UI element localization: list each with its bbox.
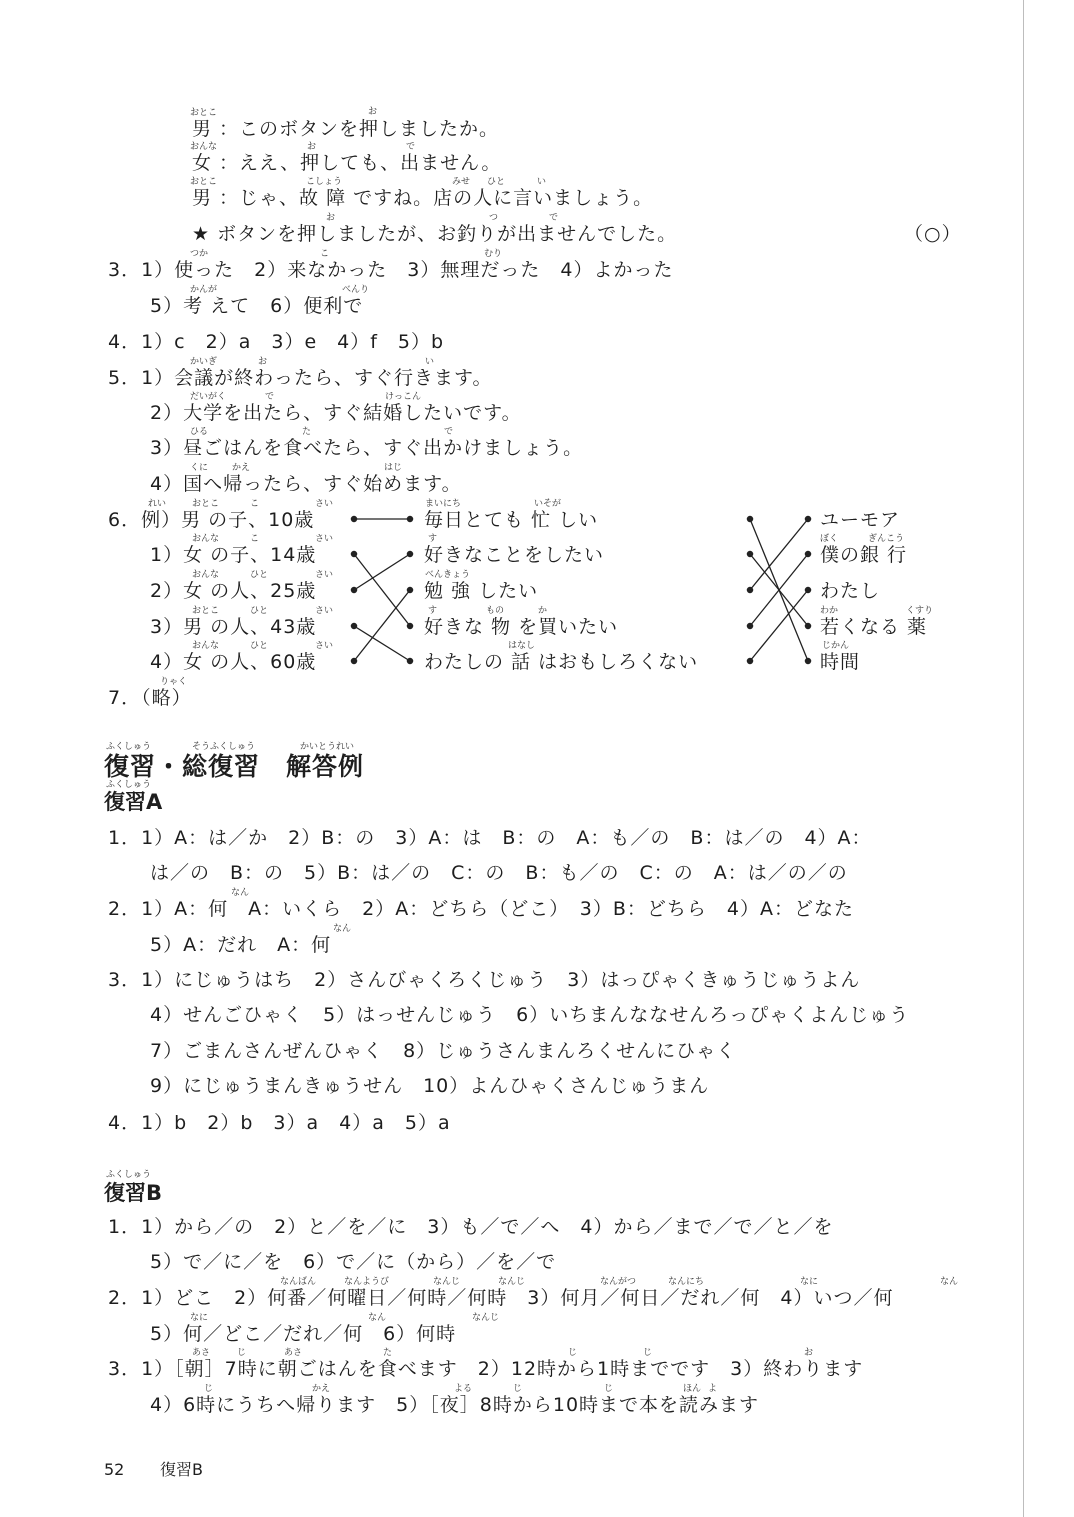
- circle-mark: （○）: [904, 223, 962, 245]
- review-a-line: 3．1）にじゅうはち 2）さんびゃくろくじゅう 3）はっぴゃくきゅうじゅうよん: [108, 969, 861, 991]
- match-middle-item: わたしの 話 はおもしろくない: [424, 651, 699, 673]
- ruby: お: [368, 107, 378, 117]
- ruby: おとこ: [192, 606, 220, 616]
- match-line: [354, 590, 410, 661]
- ruby: なに: [190, 1313, 209, 1323]
- dialogue-line: 男 ：じゃ、故 障 ですね。店の人に言いましょう。: [192, 187, 654, 209]
- ruby: おんな: [192, 641, 220, 651]
- match-right-item: 若くなる 薬: [820, 616, 928, 638]
- ruby: みせ: [452, 177, 471, 187]
- ruby: こ: [250, 499, 260, 509]
- ruby: ひと: [487, 177, 506, 187]
- ruby: だいがく: [190, 392, 227, 402]
- ruby: あさ: [192, 1348, 211, 1358]
- review-b-line: 5）で／に／を 6）で／に（から）／を／で: [150, 1251, 557, 1273]
- ruby: ひと: [250, 641, 269, 651]
- match-line: [750, 590, 808, 661]
- ruby: じ: [237, 1348, 247, 1358]
- ruby: つ: [489, 213, 499, 223]
- review-a-line: 4．1）b 2）b 3）a 4）a 5）a: [108, 1112, 451, 1134]
- answer-5-line: 4）国へ帰ったら、すぐ始めます。: [150, 473, 462, 495]
- ruby: れい: [148, 499, 167, 509]
- ruby: で: [265, 392, 275, 402]
- ruby: なんじ: [433, 1277, 461, 1287]
- match-right-item: 時間: [820, 651, 861, 673]
- ruby: こ: [250, 534, 260, 544]
- ruby: くすり: [906, 606, 934, 616]
- ruby: お: [804, 1348, 814, 1358]
- review-b-line: 4）6時にうちへ帰ります 5）［夜］8時から10時まで本を読みます: [150, 1394, 760, 1416]
- match-left-item: 2）女 の人、25歳: [150, 580, 317, 602]
- ruby: ほん: [683, 1384, 702, 1394]
- ruby: た: [383, 1348, 393, 1358]
- ruby: なんがつ: [600, 1277, 637, 1287]
- ruby: じ: [604, 1384, 614, 1394]
- ruby: もの: [486, 606, 505, 616]
- match-line: [354, 626, 410, 661]
- answer-5-line: 2）大学を出たら、すぐ結婚したいです。: [150, 402, 522, 424]
- match-line: [354, 554, 410, 626]
- ruby: で: [444, 427, 454, 437]
- ruby: で: [406, 142, 416, 152]
- ruby: か: [538, 606, 548, 616]
- review-b-line: 1．1）から／の 2）と／を／に 3）も／で／へ 4）から／まで／で／と／を: [108, 1216, 834, 1238]
- ruby: なに: [800, 1277, 819, 1287]
- dialogue-line: 男 ：このボタンを押しましたか。: [192, 118, 500, 140]
- ruby: わか: [820, 606, 839, 616]
- ruby: ふくしゅう: [106, 742, 152, 752]
- match-right-item: ユーモア: [820, 509, 901, 531]
- answer-3-line: 3．1）使った 2）来なかった 3）無理だった 4）よかった: [108, 259, 674, 281]
- ruby: りゃく: [160, 677, 188, 687]
- ruby: なん: [231, 888, 250, 898]
- match-left-item: 4）女 の人、60歳: [150, 651, 317, 673]
- review-a-line: 9）にじゅうまんきゅうせん 10）よんひゃくさんじゅうまん: [150, 1075, 710, 1097]
- match-left-item: 3）男 の人、43歳: [150, 616, 317, 638]
- ruby: かえ: [232, 463, 251, 473]
- review-a-line: 4）せんごひゃく 5）はっせんじゅう 6）いちまんななせんろっぴゃくよんじゅう: [150, 1004, 910, 1026]
- ruby: はじ: [384, 463, 403, 473]
- ruby: よ: [708, 1384, 718, 1394]
- ruby: いそが: [534, 499, 562, 509]
- ruby: おとこ: [192, 499, 220, 509]
- ruby: かえ: [312, 1384, 331, 1394]
- ruby: ひる: [190, 427, 209, 437]
- ruby: ひと: [250, 606, 269, 616]
- ruby: なん: [333, 924, 352, 934]
- ruby: なん: [940, 1277, 959, 1287]
- ruby: おとこ: [190, 108, 218, 118]
- ruby: なんじ: [498, 1277, 526, 1287]
- review-b-line: 3．1）［朝］7時に朝ごはんを食べます 2）12時から1時までです 3）終わります: [108, 1358, 864, 1380]
- ruby: お: [307, 142, 317, 152]
- ruby: さい: [315, 534, 334, 544]
- ruby: よる: [454, 1384, 473, 1394]
- review-a-line: 2．1）A：何 A：いくら 2）A：どちら（どこ） 3）B：どちら 4）A：どなた: [108, 898, 854, 920]
- review-a-title: 復習A: [104, 790, 163, 814]
- ruby: そうふくしゅう: [192, 742, 256, 752]
- review-b-line: 5）何／どこ／だれ／何 6）何時: [150, 1323, 457, 1345]
- review-b-title: 復習B: [104, 1181, 163, 1205]
- match-line: [750, 519, 808, 590]
- answer-4-line: 4．1）c 2）a 3）e 4）f 5）b: [108, 331, 445, 353]
- ruby: ひと: [250, 570, 269, 580]
- ruby: おんな: [190, 142, 218, 152]
- ruby: なん: [368, 1313, 387, 1323]
- ruby: つか: [190, 249, 209, 259]
- ruby: なんようび: [344, 1277, 390, 1287]
- match-line: [354, 554, 410, 590]
- ruby: かいとうれい: [300, 742, 355, 752]
- ruby: す: [428, 534, 438, 544]
- ruby: なんじ: [472, 1313, 500, 1323]
- ruby: こしょう: [306, 177, 343, 187]
- ruby: さい: [315, 606, 334, 616]
- ruby: こ: [320, 249, 330, 259]
- ruby: じ: [643, 1348, 653, 1358]
- ruby: おんな: [192, 570, 220, 580]
- ruby: た: [302, 427, 312, 437]
- ruby: い: [425, 357, 435, 367]
- dialogue-line: 女 ：ええ、押しても、出ません。: [192, 152, 502, 174]
- ruby: けっこん: [385, 392, 422, 402]
- match-middle-item: 毎日とても 忙 しい: [424, 509, 599, 531]
- match-left-item: 6．例）男 の子、10歳: [108, 509, 315, 531]
- ruby: じかん: [822, 641, 850, 651]
- ruby: かんが: [190, 285, 218, 295]
- answer-7-line: 7．（略）: [108, 687, 192, 709]
- footer-label: 復習B: [160, 1460, 203, 1479]
- ruby: じ: [513, 1384, 523, 1394]
- ruby: お: [258, 357, 268, 367]
- match-middle-item: 好きな 物 を買いたい: [424, 616, 619, 638]
- ruby: おとこ: [190, 177, 218, 187]
- ruby: ぼく: [820, 534, 839, 544]
- page-number: 52: [104, 1460, 125, 1479]
- ruby: おんな: [192, 534, 220, 544]
- ruby: くに: [190, 463, 209, 473]
- ruby: い: [537, 177, 547, 187]
- ruby: まいにち: [425, 499, 462, 509]
- ruby: はなし: [508, 641, 536, 651]
- ruby: むり: [484, 249, 503, 259]
- review-a-line: 1．1）A：は／か 2）B：の 3）A：は B：の A：も／の B：は／の 4）A：: [108, 827, 872, 849]
- ruby: なんばん: [280, 1277, 317, 1287]
- match-middle-item: 好きなことをしたい: [424, 544, 605, 566]
- ruby: で: [549, 213, 559, 223]
- answer-5-line: 5．1）会議が終わったら、すぐ行きます。: [108, 367, 493, 389]
- ruby: お: [326, 213, 336, 223]
- section-title: 復習・総復習 解答例: [104, 752, 365, 781]
- review-a-line: 5）A：だれ A：何: [150, 934, 332, 956]
- ruby: べんきょう: [425, 570, 471, 580]
- ruby: かいぎ: [190, 357, 218, 367]
- ruby: さい: [315, 570, 334, 580]
- answer-5-line: 3）昼ごはんを食べたら、すぐ出かけましょう。: [150, 437, 584, 459]
- ruby: す: [428, 606, 438, 616]
- ruby: なんにち: [668, 1277, 705, 1287]
- ruby: ふくしゅう: [106, 780, 152, 790]
- review-b-line: 2．1）どこ 2）何番／何曜日／何時／何時 3）何月／何日／だれ／何 4）いつ／何: [108, 1287, 894, 1309]
- match-right-item: わたし: [820, 580, 881, 602]
- ruby: ぎんこう: [868, 534, 905, 544]
- answer-3-line: 5）考 えて 6）便利で: [150, 295, 364, 317]
- ruby: べんり: [342, 285, 370, 295]
- ruby: ふくしゅう: [106, 1170, 152, 1180]
- ruby: じ: [204, 1384, 214, 1394]
- review-a-line: は／の B：の 5）B：は／の C：の B：も／の C：の A：は／の／の: [150, 862, 848, 884]
- ruby: あさ: [284, 1348, 303, 1358]
- match-right-item: 僕の銀 行: [820, 544, 908, 566]
- ruby: さい: [315, 499, 334, 509]
- match-middle-item: 勉 強 したい: [424, 580, 539, 602]
- review-a-line: 7）ごまんさんぜんひゃく 8）じゅうさんまんろくせんにひゃく: [150, 1040, 737, 1062]
- ruby: さい: [315, 641, 334, 651]
- dialogue-summary: ★ ボタンを押しましたが、お釣りが出ませんでした。: [192, 223, 678, 245]
- ruby: じ: [568, 1348, 578, 1358]
- match-left-item: 1）女 の子、14歳: [150, 544, 317, 566]
